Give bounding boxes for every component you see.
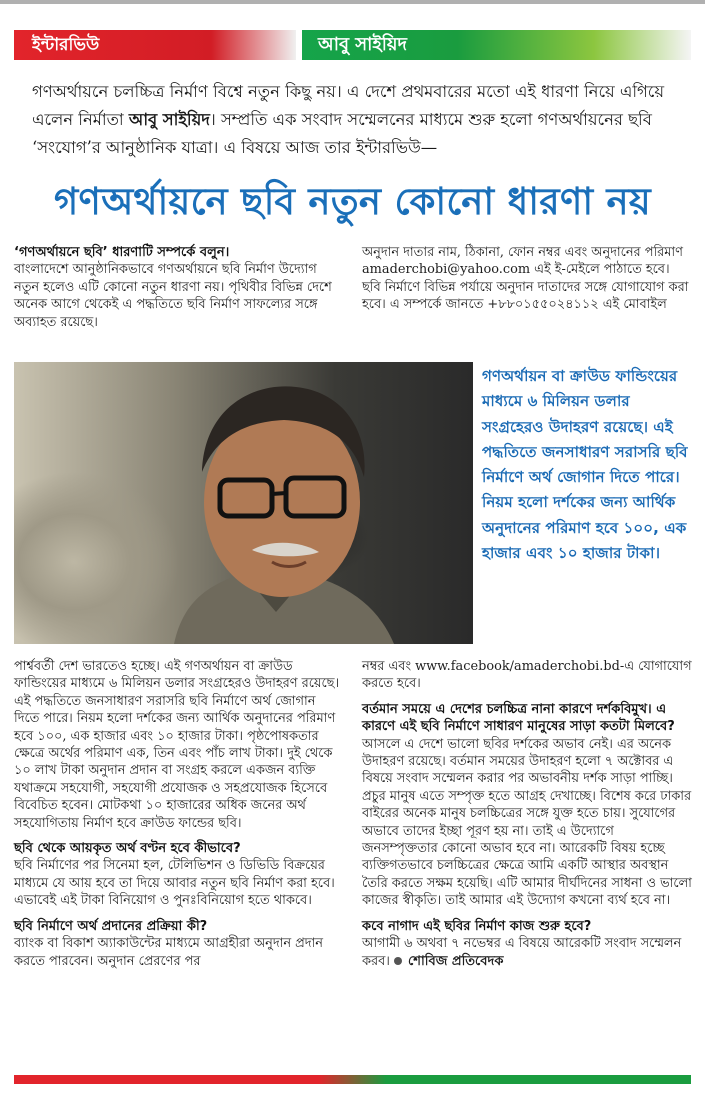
intro-paragraph <box>32 78 680 162</box>
answer-5-text: আগামী ৬ অথবা ৭ নভেম্বর এ বিষয়ে আরেকটি সংবাদ সম্মেলন করব। <box>362 936 682 969</box>
answer-5 <box>362 935 692 970</box>
answer-3: ব্যাংক বা বিকাশ অ্যাকাউন্টের মাধ্যমে আগ্রহীরা অনুদান প্রদান করতে পারবেন। অনুদান প্রেরণের পর <box>14 936 323 969</box>
header-band <box>14 30 691 60</box>
intro-bold-name: আবু সাইয়িদ <box>128 110 210 129</box>
intro-text-2: । সম্প্রতি এক সংবাদ সম্মেলনের মাধ্যমে শুরু হলো গণঅর্থায়নের ছবি ‘সংযোগ’র আনুষ্ঠানিক যাত্রা। এ বিষয়ে আজ তার ইন্টারভিউ— <box>32 110 652 157</box>
answer-1: বাংলাদেশে আনুষ্ঠানিকভাবে গণঅর্থায়নে ছবি নির্মাণ উদ্যোগ নতুন হলেও এটি কোনো নতুন ধারণা নয়। পৃথিবীর বিভিন্ন দেশে অনেক আগে থেকেই এ পদ্ধতিতে ছবি নির্মাণ সাফল্যের সঙ্গে অব্যাহত রয়েছে। <box>14 262 332 330</box>
question-1: ‘গণঅর্থায়নে ছবি’ ধারণাটি সম্পর্কে বলুন। <box>14 245 230 260</box>
pull-quote: গণঅর্থায়ন বা ক্রাউড ফান্ডিংয়ের মাধ্যমে ৬ মিলিয়ন ডলার সংগ্রহেরও উদাহরণ রয়েছে। এই পদ্ধতিতে জনসাধারণ সরাসরি ছবি নির্মাণে অর্থ জোগান দিতে পারে। নিয়ম হলো দর্শকের জন্য আর্থিক অনুদানের পরিমাণ হবে ১০০, এক হাজার এবং ১০ হাজার টাকা। <box>482 367 688 563</box>
reporter-credit: শোবিজ প্রতিবেদক <box>408 953 504 969</box>
answer-2: ছবি নির্মাণের পর সিনেমা হল, টেলিভিশন ও ডিভিডি বিক্রয়ের মাধ্যমে যে আয় হবে তা দিয়ে আবার নতুন ছবি নির্মাণ করা হবে। এভাবেই এই টাকা বিনিয়োগ ও পুনঃবিনিয়োগ হতে থাকবে। <box>14 858 335 909</box>
body-paragraph: পার্শ্ববর্তী দেশ ভারতেও হচ্ছে। এই গণঅর্থায়ন বা ক্রাউড ফান্ডিংয়ের মাধ্যমে ৬ মিলিয়ন ডলার সংগ্রহেরও উদাহরণ রয়েছে। এই পদ্ধতিতে জনসাধারণ সরাসরি ছবি নির্মাণে অর্থ জোগান দিতে পারে। নিয়ম হলো দর্শকের জন্য আর্থিক অনুদানের পরিমাণ হবে ১০০, এক হাজার এবং ১০ হাজার টাকা। পৃষ্ঠপোষকতার ক্ষেত্রে অর্থের পরিমাণ এক, তিন এবং পাঁচ লাখ টাকা। দুই থেকে ১০ লাখ টাকা অনুদান প্রদান বা সংগ্রহ করলে একজন ব্যক্তি যথাক্রমে সহযোগী, সহযোগী প্রযোজক ও সহপ্রযোজক হিসেবে বিবেচিত হবেন। মোটকথা ১০ হাজারের অধিক জনের অর্থ সহযোগিতায় নির্মাণ হবে ক্রাউড ফান্ডের ছবি। <box>14 659 340 831</box>
question-5: কবে নাগাদ এই ছবির নির্মাণ কাজ শুরু হবে? <box>362 918 592 934</box>
interviewee-photo <box>14 362 473 644</box>
right-top-column <box>362 244 692 314</box>
section-label: ইন্টারভিউ <box>14 30 296 60</box>
interviewee-name: আবু সাইয়িদ <box>302 30 691 60</box>
portrait-illustration <box>14 362 473 644</box>
bullet-icon <box>394 957 402 965</box>
question-2: ছবি থেকে আয়কৃত অর্থ বণ্টন হবে কীভাবে? <box>14 841 241 857</box>
intro-text-1: গণঅর্থায়নে চলচ্চিত্র নির্মাণ বিশ্বে নতুন কিছু নয়। এ দেশে প্রথমবারের মতো এই ধারণা নিয়ে এগিয়ে এলেন নির্মাতা <box>32 82 665 129</box>
question-3: ছবি নির্মাণে অর্থ প্রদানের প্রক্রিয়া কী? <box>14 918 208 934</box>
top-rule <box>0 0 705 4</box>
headline: গণঅর্থায়নে ছবি নতুন কোনো ধারণা নয় <box>53 180 652 223</box>
left-bottom-column <box>14 658 344 970</box>
question-4: বর্তমান সময়ে এ দেশের চলচ্চিত্র নানা কারণে দর্শকবিমুখ। এ কারণে এই ছবি নির্মাণে সাধারণ মানুষের সাড়া কতটা মিলবে? <box>362 701 675 735</box>
bottom-band <box>14 1075 691 1084</box>
contact-continued: নম্বর এবং www.facebook/amaderchobi.bd-এ যোগাযোগ করতে হবে। <box>362 659 692 692</box>
right-bottom-column <box>362 658 692 970</box>
contact-info-text: অনুদান দাতার নাম, ঠিকানা, ফোন নম্বর এবং অনুদানের পরিমাণ amaderchobi@yahoo.com এই ই-মেইলে পাঠাতে হবে। ছবি নির্মাণে বিভিন্ন পর্যায়ে অনুদান দাতাদের সঙ্গে যোগাযোগ করা হবে। এ সম্পর্কে জানতে +৮৮০১৫৫০২৪১১২ এই মোবাইল <box>362 245 689 313</box>
left-top-column <box>14 244 342 331</box>
answer-4: আসলে এ দেশে ভালো ছবির দর্শকের অভাব নেই। এর অনেক উদাহরণ রয়েছে। বর্তমান সময়ের উদাহরণ হলো ৭ অক্টোবর এ বিষয়ে সংবাদ সম্মেলন করার পর অভাবনীয় দর্শক সাড়া পাচ্ছি। প্রচুর মানুষ এতে সম্পৃক্ত হতে আগ্রহ দেখাচ্ছে। বিশেষ করে ঢাকার বাইরের অনেক মানুষ চলচ্চিত্রের সঙ্গে যুক্ত হতে চায়। সুযোগের অভাবে তাদের ইচ্ছা পূরণ হয় না। তাই এ উদ্যোগে জনসম্পৃক্ততার কোনো অভাব হবে না। আরেকটি বিষয় হচ্ছে ব্যক্তিগতভাবে চলচ্চিত্রের ক্ষেত্রে আমি একটি আস্থার অবস্থান তৈরি করতে সক্ষম হয়েছি। এটি আমার দীর্ঘদিনের সাধনা ও ভালো কাজের স্বীকৃতি। তাই আমার এই উদ্যোগ কখনো ব্যর্থ হবে না। <box>362 736 692 909</box>
